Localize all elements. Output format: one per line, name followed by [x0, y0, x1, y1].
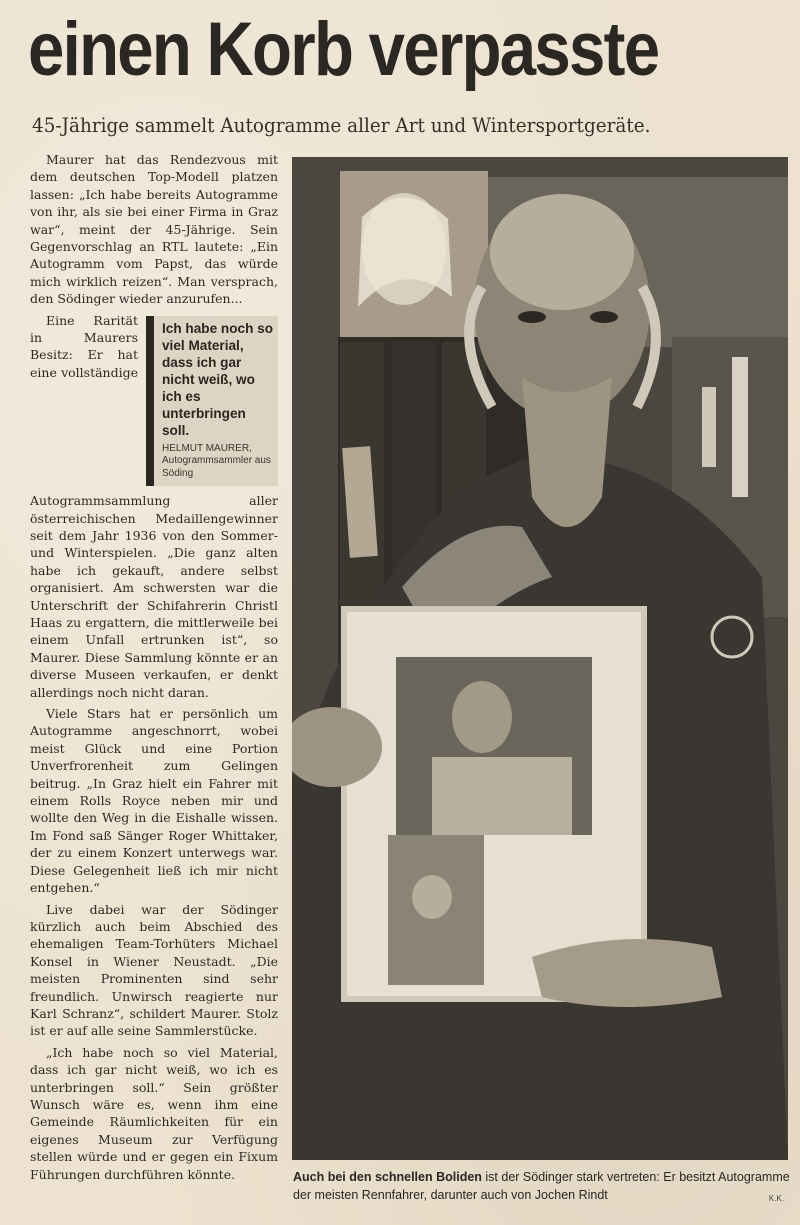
article-paragraph-2 — [30, 312, 278, 701]
photo-illustration — [292, 157, 788, 1160]
article-paragraph-2-text: Eine Rarität in Maurers Besitz: Er hat eine vollständige Autogrammsammlung aller österreichischen Medaillengewinner seit dem Jahr 1936 von den Sommer- und Winterspielen. „Die ganz alten habe ich gekauft, andere selbst organisiert. Am schwersten war die Unterschrift der Schifahrerin Christl Haas zu ergattern, die mittlerweile bei einem Unfall ertrunken ist“, so Maurer. Diese Sammlung könnte er an diverse Museen verkaufen, er denkt allerdings noch nicht daran. — [30, 312, 278, 700]
pull-quote-name: HELMUT MAURER, — [162, 442, 252, 454]
caption-lead: Auch bei den schnellen Boliden — [293, 1170, 482, 1184]
article-paragraph-5: „Ich habe noch so viel Material, dass ich gar nicht weiß, wo ich es unterbringen soll.“ Sein größter Wunsch wäre es, wenn ihm eine Gemeinde Räumlichkeiten für ein eigenes Museum zur Verfügung stellen würde und er gegen ein Fixum Führungen durchführen könnte. — [30, 1044, 278, 1182]
subheadline: 45-Jährige sammelt Autogramme aller Art und Wintersportgeräte. — [32, 113, 651, 137]
hand — [532, 939, 722, 1007]
pull-quote-box — [146, 316, 278, 487]
pull-quote-role: Autogrammsammler aus Söding — [162, 455, 271, 479]
photo-credit: K.K. — [768, 1194, 784, 1203]
headline: einen Korb verpasste — [28, 7, 659, 92]
article-body-column — [30, 151, 278, 1187]
portrait-photo — [292, 157, 788, 1160]
photo-caption — [293, 1168, 790, 1204]
article-paragraph-3: Viele Stars hat er persönlich um Autogramme angeschnorrt, wobei meist Glück und eine Portion Unverfrorenheit zum Gelingen beitrug. „In Graz hielt ein Fahrer mit einem Rolls Royce neben mir und wollte den Weg in die Eishalle wissen. Im Fond saß Sänger Roger Whittaker, der zu einem Konzert unterwegs war. Diese Gelegenheit ließ ich mir nicht entgehen.“ — [30, 706, 278, 896]
article-paragraph-1: Maurer hat das Rendezvous mit dem deutschen Top-Modell platzen lassen: „Ich habe bereits Autogramme von ihr, als sie bei einer Firma in Graz war“, meint der 45-Jährige. Sein Gegenvorschlag an RTL lautete: „Ein Autogramm vom Papst, das würde mich wirklich reizen“. Man versprach, den Södinger wieder anzurufen... — [30, 152, 278, 307]
caption-text: ist der Södinger stark vertreten: Er besitzt Autogramme der meisten Rennfahrer, darunter auch von Jochen Rindt — [293, 1170, 790, 1202]
article-paragraph-4: Live dabei war der Södinger kürzlich auch beim Abschied des ehemaligen Team-Torhüters Michael Konsel in Wiener Neustadt. „Die meisten Prominenten sind sehr freundlich. Unwirsch reagierte nur Karl Schranz“, schildert Maurer. Stolz ist er auf alle seine Sammlerstücke. — [30, 901, 278, 1039]
pull-quote-text: Ich habe noch so viel Material, dass ich gar nicht weiß, wo ich es unterbringen soll. — [162, 320, 274, 438]
